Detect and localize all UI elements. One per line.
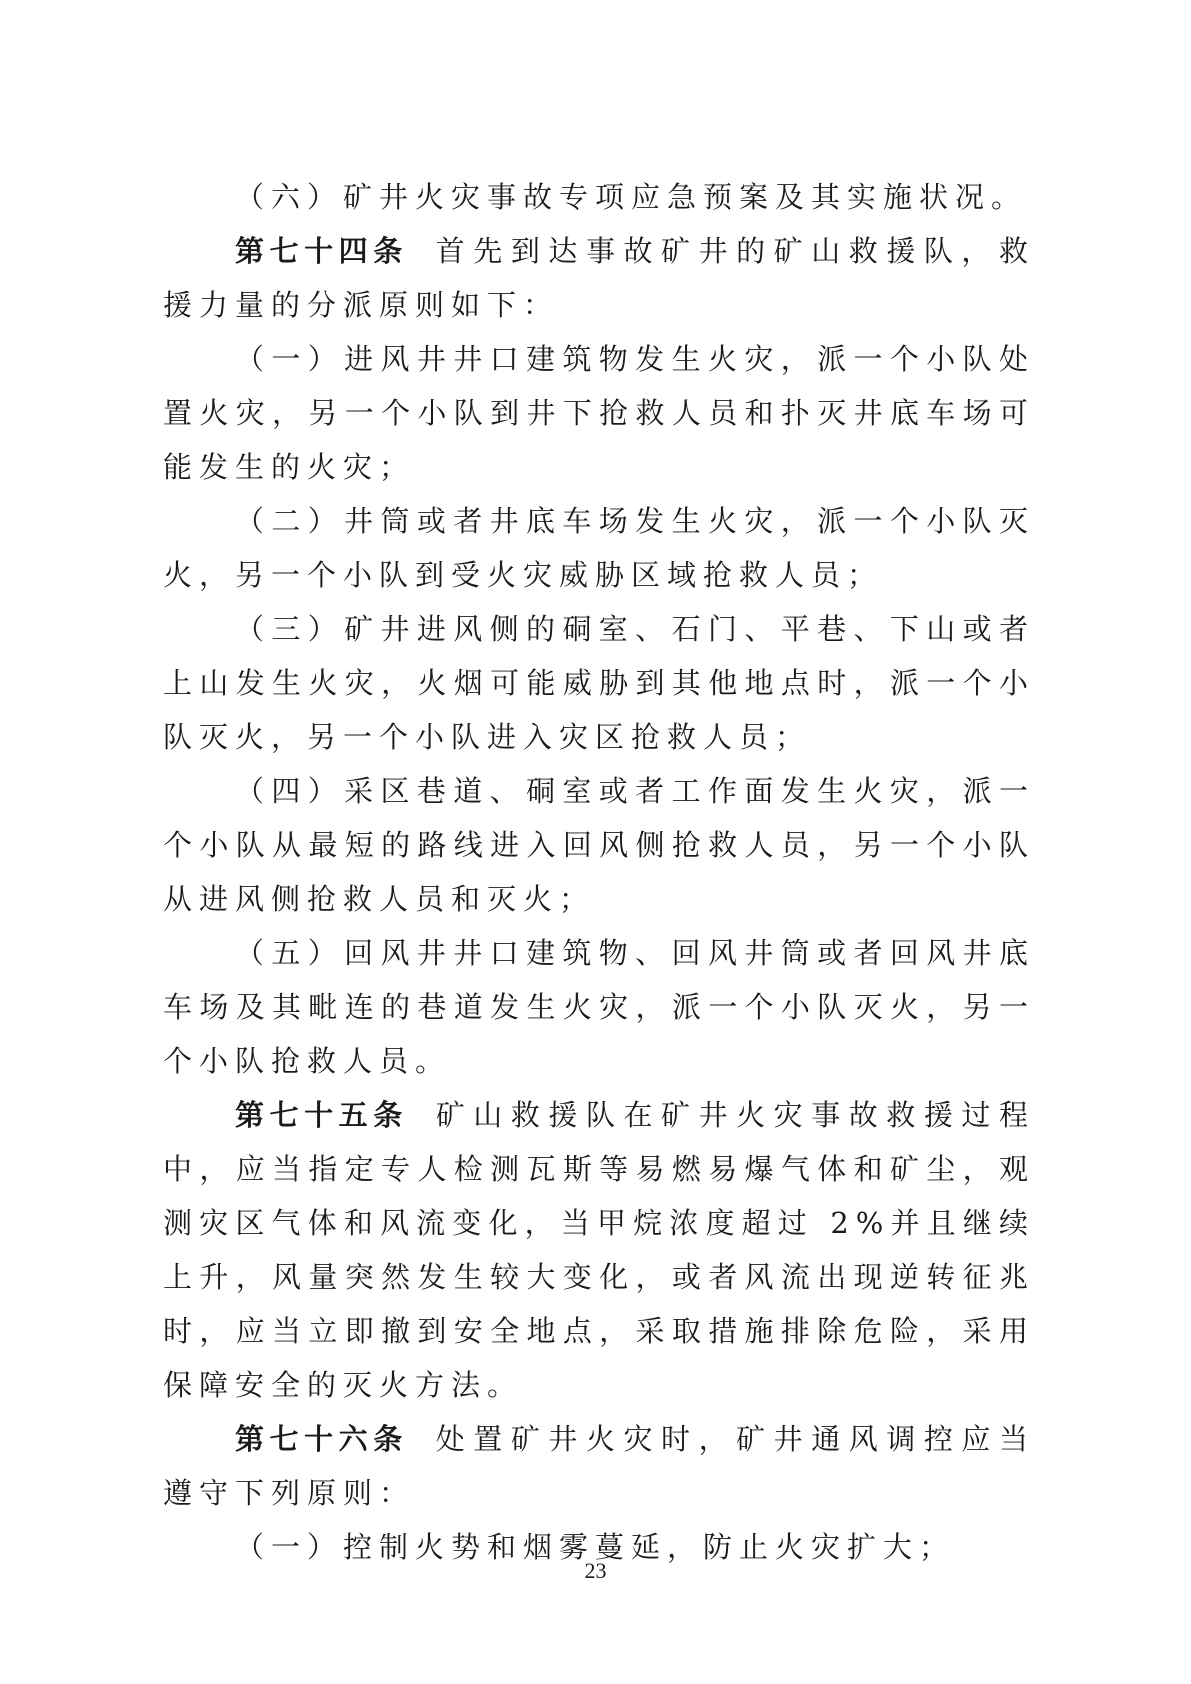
article-number: 第七十四条 (235, 234, 408, 268)
paragraph-item-6 (163, 170, 1035, 224)
paragraph-text: （一）控制火势和烟雾蔓延，防止火灾扩大； (235, 1530, 956, 1564)
document-body (163, 170, 1035, 1574)
paragraph-text: 矿山救援队在矿井火灾事故救援过程中，应当指定专人检测瓦斯等易燃易爆气体和矿尘，观测灾区气体和风流变化，当甲烷浓度超过 2%并且继续上升，风量突然发生较大变化，或者风流出现逆转征兆时，应当立即撤到安全地点，采取措施排除危险，采用保障安全的灭火方法。 (163, 1098, 1035, 1402)
paragraph-text: 处置矿井火灾时，矿井通风调控应当遵守下列原则： (163, 1422, 1035, 1510)
paragraph-item-1 (163, 332, 1035, 494)
paragraph-item-5 (163, 926, 1035, 1088)
article-number: 第七十六条 (235, 1422, 408, 1456)
paragraph-text: （二）井筒或者井底车场发生火灾，派一个小队灭火，另一个小队到受火灾威胁区域抢救人员； (163, 504, 1035, 592)
article-76 (163, 1412, 1035, 1520)
paragraph-text: （四）采区巷道、硐室或者工作面发生火灾，派一个小队从最短的路线进入回风侧抢救人员，另一个小队从进风侧抢救人员和灭火； (163, 774, 1035, 916)
paragraph-text: （一）进风井井口建筑物发生火灾，派一个小队处置火灾，另一个小队到井下抢救人员和扑灭井底车场可能发生的火灾； (163, 342, 1035, 484)
paragraph-text: （六）矿井火灾事故专项应急预案及其实施状况。 (235, 180, 1028, 214)
article-75 (163, 1088, 1035, 1412)
paragraph-text: （三）矿井进风侧的硐室、石门、平巷、下山或者上山发生火灾，火烟可能威胁到其他地点时，派一个小队灭火，另一个小队进入灾区抢救人员； (163, 612, 1035, 754)
paragraph-text: （五）回风井井口建筑物、回风井筒或者回风井底车场及其毗连的巷道发生火灾，派一个小队灭火，另一个小队抢救人员。 (163, 936, 1035, 1078)
page-number: 23 (584, 1558, 607, 1583)
article-number: 第七十五条 (235, 1098, 408, 1132)
paragraph-item-3 (163, 602, 1035, 764)
article-74 (163, 224, 1035, 332)
paragraph-item-2 (163, 494, 1035, 602)
paragraph-text: 首先到达事故矿井的矿山救援队，救援力量的分派原则如下： (163, 234, 1035, 322)
paragraph-item-4 (163, 764, 1035, 926)
